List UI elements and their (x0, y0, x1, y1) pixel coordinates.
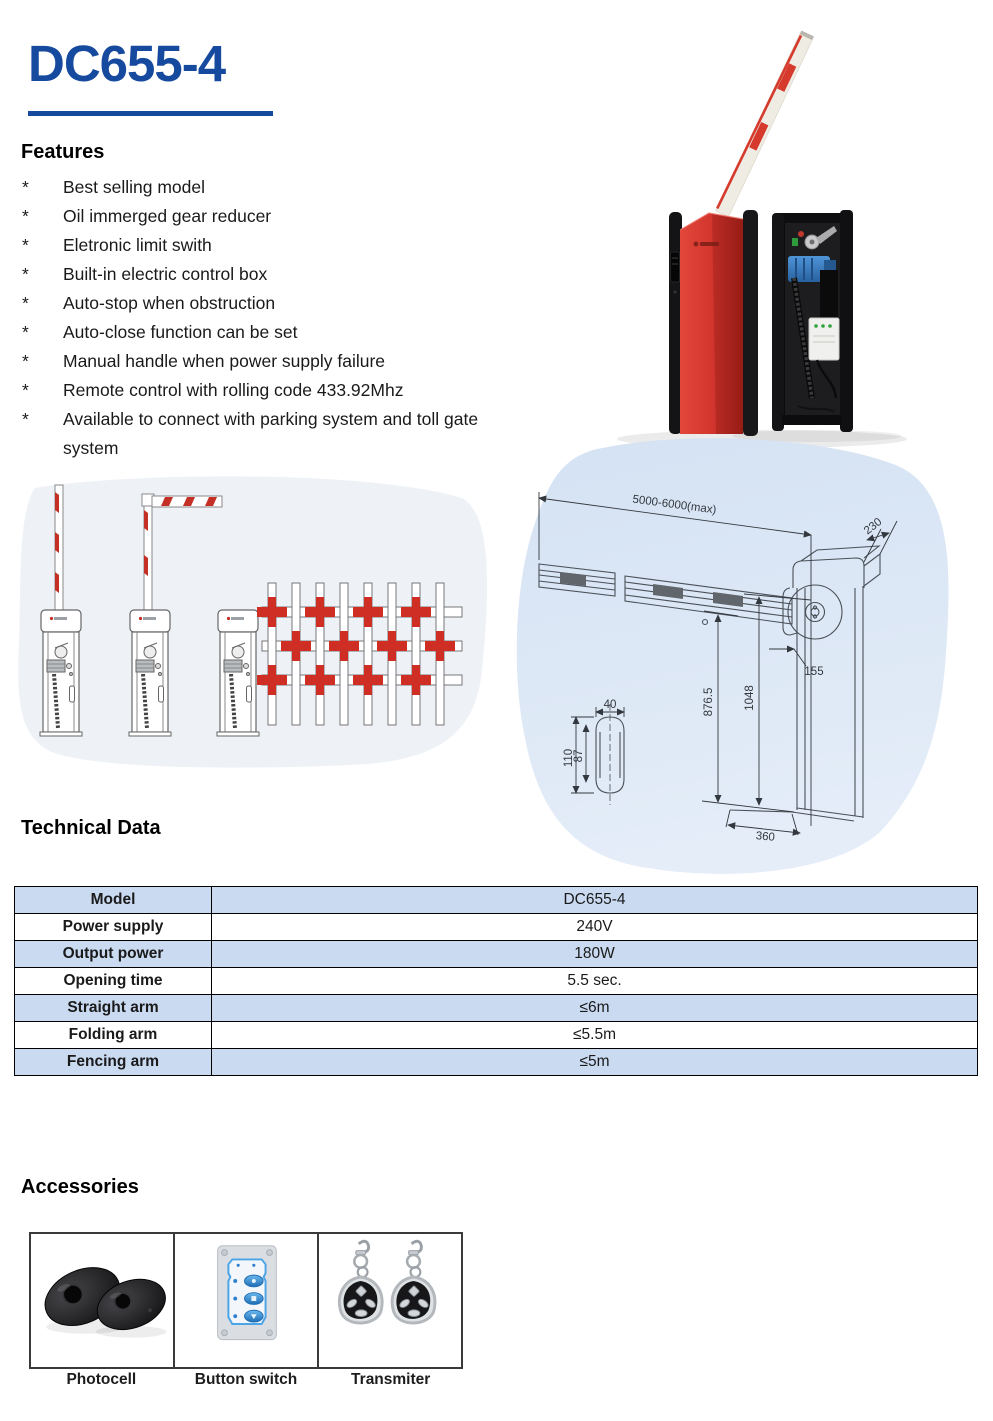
features-list (22, 173, 482, 463)
table-row: Output power 180W (15, 941, 978, 968)
accessory-label-photocell: Photocell (66, 1371, 137, 1388)
red-cabinet-photo (669, 210, 758, 436)
feature-item: * Eletronic limit swith (22, 235, 212, 255)
dim-base-depth: 360 (755, 830, 776, 844)
table-row: Model DC655-4 (15, 887, 978, 914)
table-row: Fencing arm ≤5m (15, 1049, 978, 1076)
accessory-cell-button-switch (173, 1234, 317, 1367)
product-photo (612, 16, 992, 448)
keyfob (392, 1241, 435, 1323)
title-underline (28, 111, 273, 116)
dim-height-total: 1048 (744, 685, 756, 711)
dim-arm-height-outer: 110 (563, 748, 575, 768)
table-row: Power supply 240V (15, 914, 978, 941)
accessories-grid (29, 1232, 463, 1369)
accessory-cell-transmitter (317, 1234, 461, 1367)
feature-item: * Remote control with rolling code 433.92Mhz (22, 380, 404, 400)
arm-types-diagram (10, 470, 498, 780)
accessory-cell-photocell (31, 1234, 173, 1367)
accessories-heading: Accessories (21, 1176, 139, 1198)
technical-data-heading: Technical Data (21, 817, 161, 839)
table-row: Straight arm ≤6m (15, 995, 978, 1022)
brand-logo-mark (694, 242, 699, 247)
feature-item: * Manual handle when power supply failure (22, 351, 386, 371)
fence-crosses (257, 597, 455, 695)
accessory-label-button-switch: Button switch (194, 1371, 298, 1388)
keyfob (339, 1241, 382, 1323)
accessory-labels (29, 1371, 463, 1389)
table-row: Folding arm ≤5.5m (15, 1022, 978, 1049)
dim-arm-height-inner: 87 (573, 749, 585, 763)
accessory-label-transmitter: Transmiter (351, 1371, 431, 1388)
page-title: DC655-4 (28, 35, 226, 92)
feature-item: * Built-in electric control box (22, 264, 268, 284)
button-switch-image (175, 1234, 317, 1367)
transmitter-image (319, 1234, 461, 1367)
control-panel-window (671, 252, 680, 282)
dim-arm-width: 40 (603, 699, 617, 711)
feature-item: * Best selling model (22, 177, 206, 197)
feature-item: * Available to connect with parking system and toll gate system (22, 409, 479, 458)
control-box (809, 318, 839, 360)
open-cabinet-photo (772, 210, 853, 432)
feature-item: * Auto-close function can be set (22, 322, 298, 342)
table-row: Opening time 5.5 sec. (15, 968, 978, 995)
dim-arm-length: 5000-6000(max) (631, 493, 718, 517)
feature-item: * Oil immerged gear reducer (22, 206, 272, 226)
feature-item: * Auto-stop when obstruction (22, 293, 276, 313)
dim-height-arm: 876.5 (703, 687, 715, 717)
barrier-arm-photo (716, 31, 814, 218)
technical-data-table (14, 886, 978, 1076)
photocell-image (31, 1234, 173, 1367)
dimension-drawing (498, 436, 960, 886)
dim-shaft-offset: 155 (804, 666, 824, 678)
dim-cabinet-depth: 230 (861, 516, 885, 538)
features-heading: Features (21, 141, 105, 163)
